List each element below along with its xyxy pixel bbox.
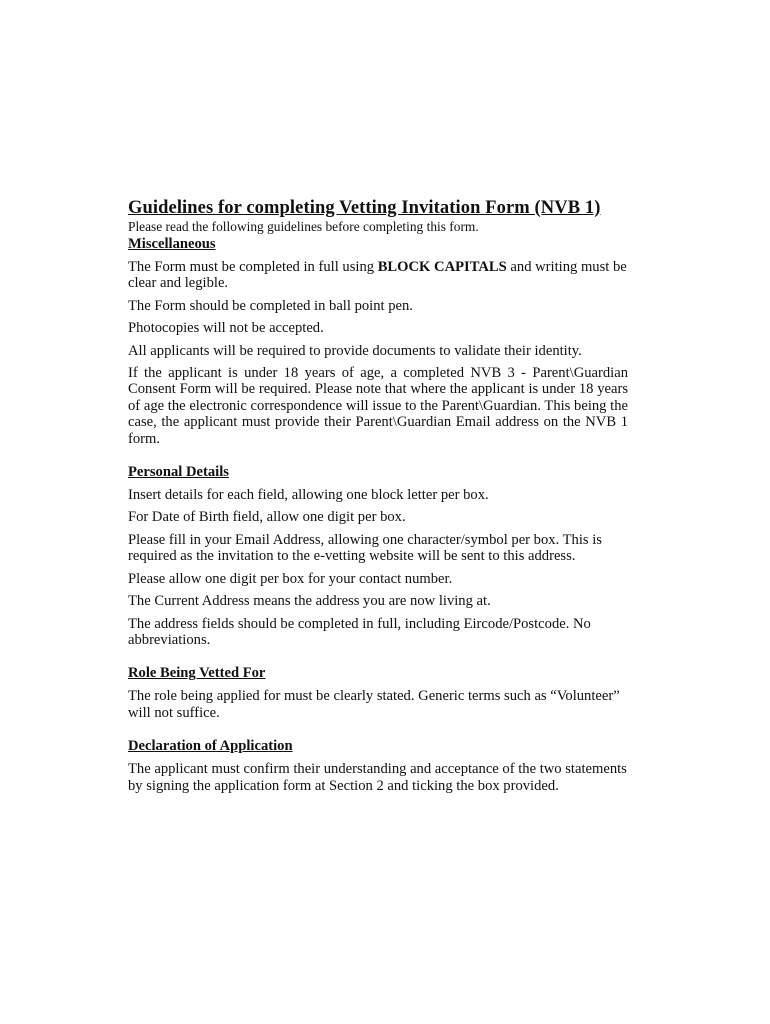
section-heading-personal-details: Personal Details [128, 464, 229, 481]
personal-paragraph-current-address: The Current Address means the address you are now living at. [128, 593, 491, 610]
document-title: Guidelines for completing Vetting Invitation Form (NVB 1) [128, 198, 601, 218]
section-personal-details [128, 463, 628, 648]
document-page [128, 197, 628, 794]
misc-paragraph-photocopies: Photocopies will not be accepted. [128, 320, 324, 337]
misc-paragraph-under-18: If the applicant is under 18 years of age, a completed NVB 3 - Parent\Guardian Consent Form will be required. Please note that where the applicant is under 18 years of age the electronic correspondence will issue to the Parent\Guardian. This being the case, the applicant must provide their Parent\Guardian Email address on the NVB 1 form. [128, 365, 628, 447]
misc-p1-text-before: The Form must be completed in full using [128, 259, 378, 275]
misc-paragraph-block-capitals [128, 259, 628, 292]
declaration-paragraph: The applicant must confirm their understanding and acceptance of the two statements by signing the application form at Section 2 and ticking the box provided. [128, 761, 627, 794]
personal-paragraph-address-fields: The address fields should be completed in full, including Eircode/Postcode. No abbreviations. [128, 615, 591, 648]
misc-p1-text-after: and writing must be clear and legible. [128, 259, 627, 292]
misc-paragraph-documents: All applicants will be required to provide documents to validate their identity. [128, 342, 582, 359]
section-heading-role: Role Being Vetted For [128, 665, 266, 682]
section-miscellaneous [128, 235, 628, 447]
misc-paragraph-pen: The Form should be completed in ball point pen. [128, 297, 413, 314]
block-capitals-emphasis: BLOCK CAPITALS [377, 259, 507, 275]
intro-text: Please read the following guidelines before completing this form. [128, 219, 479, 234]
role-paragraph: The role being applied for must be clearly stated. Generic terms such as “Volunteer” will not suffice. [128, 688, 620, 721]
personal-paragraph-block-letter: Insert details for each field, allowing one block letter per box. [128, 487, 489, 504]
section-heading-miscellaneous: Miscellaneous [128, 236, 216, 252]
section-heading-declaration: Declaration of Application [128, 738, 293, 755]
personal-paragraph-date-of-birth: For Date of Birth field, allow one digit per box. [128, 509, 406, 526]
personal-paragraph-contact-number: Please allow one digit per box for your contact number. [128, 570, 453, 587]
section-role [128, 664, 628, 721]
personal-paragraph-email: Please fill in your Email Address, allowing one character/symbol per box. This is required as the invitation to the e-vetting website will be sent to this address. [128, 531, 602, 565]
section-declaration [128, 737, 628, 794]
